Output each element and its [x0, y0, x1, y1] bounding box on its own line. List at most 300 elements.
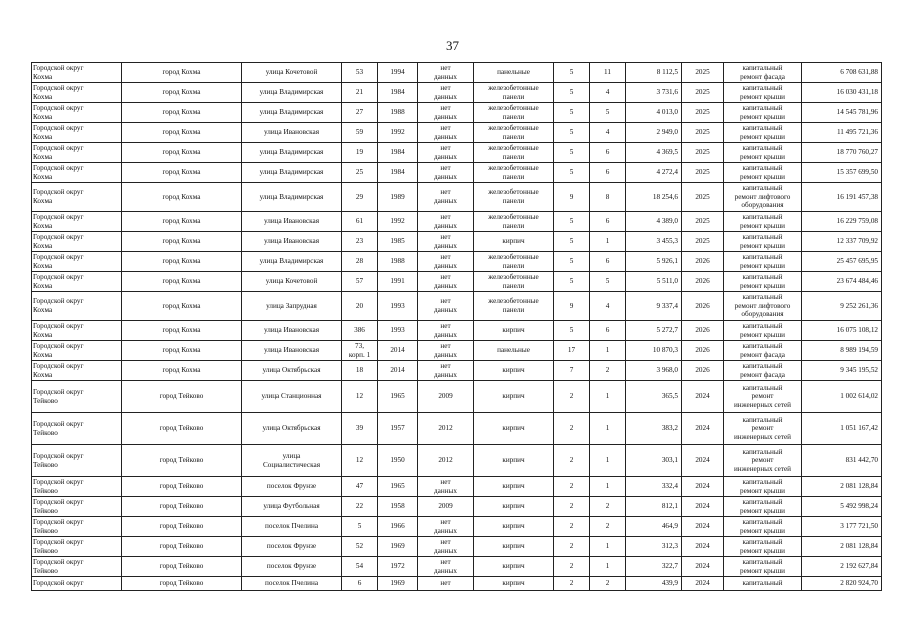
wall-material-cell	[474, 252, 554, 272]
last-repair-year-cell-line: данных	[434, 306, 457, 314]
repair-cost-cell: 6 708 631,88	[802, 63, 882, 83]
repair-type-cell-line: ремонт лифтового	[734, 192, 791, 201]
last-repair-year-cell-line: нет	[440, 212, 451, 221]
wall-material-cell-line: кирпич	[502, 542, 525, 551]
municipal-district-cell-line: Кохма	[33, 132, 53, 141]
last-repair-year-cell-line: нет	[440, 103, 451, 112]
wall-material-cell-line: кирпич	[502, 502, 525, 511]
repair-type-cell	[724, 83, 802, 103]
settlement-cell: город Тейково	[122, 577, 242, 591]
house-number-cell-line: 21	[355, 88, 364, 97]
last-repair-year-cell	[418, 321, 474, 341]
repair-type-cell	[724, 577, 802, 591]
repair-cost-cell: 831 442,70	[802, 445, 882, 477]
total-area-cell: 5 926,1	[626, 252, 682, 272]
municipal-district-cell-line: Кохма	[33, 370, 53, 379]
planned-year-cell: 2024	[682, 497, 724, 517]
last-repair-year-cell-line: 2009	[438, 502, 453, 511]
repair-cost-cell: 2 820 924,70	[802, 577, 882, 591]
table-row	[32, 517, 882, 537]
floors-cell: 2	[554, 577, 590, 591]
wall-material-cell	[474, 341, 554, 361]
street-cell-line: улица Станционная	[261, 392, 322, 401]
municipal-district-cell-line: Кохма	[33, 221, 53, 230]
street-cell-line: поселок Фрунзе	[266, 542, 317, 551]
total-area-cell: 3 968,0	[626, 361, 682, 381]
repair-cost-cell: 16 229 759,08	[802, 212, 882, 232]
repair-cost-cell: 1 051 167,42	[802, 413, 882, 445]
wall-material-cell	[474, 83, 554, 103]
build-year-cell: 1994	[378, 63, 418, 83]
total-area-cell: 365,5	[626, 381, 682, 413]
municipal-district-cell-line: Кохма	[33, 330, 53, 339]
repair-type-cell	[724, 497, 802, 517]
entrances-cell: 4	[590, 292, 626, 321]
total-area-cell: 8 112,5	[626, 63, 682, 83]
repair-cost-cell: 3 177 721,50	[802, 517, 882, 537]
municipal-district-cell-line: Городской округ	[33, 477, 84, 486]
table-row	[32, 341, 882, 361]
municipal-district-cell-line: Тейково	[33, 546, 58, 555]
municipal-district-cell-line: Городской округ	[33, 419, 84, 428]
entrances-cell: 2	[590, 577, 626, 591]
last-repair-year-cell	[418, 143, 474, 163]
planned-year-cell: 2026	[682, 361, 724, 381]
municipal-district-cell	[32, 577, 122, 591]
last-repair-year-cell-line: нет	[440, 321, 451, 330]
street-cell-line: улица Ивановская	[263, 217, 320, 226]
municipal-district-cell-line: Кохма	[33, 306, 53, 314]
entrances-cell: 8	[590, 183, 626, 212]
table-row	[32, 537, 882, 557]
wall-material-cell-line: железобетонные	[488, 188, 539, 197]
floors-cell: 7	[554, 361, 590, 381]
repair-cost-cell: 5 492 998,24	[802, 497, 882, 517]
street-cell-line: поселок Пчелина	[264, 579, 319, 588]
repair-type-cell-line: инженерных сетей	[733, 432, 792, 441]
repair-type-cell-line: капитальный	[742, 383, 783, 392]
municipal-district-cell	[32, 341, 122, 361]
entrances-cell: 11	[590, 63, 626, 83]
house-number-cell	[342, 272, 378, 292]
municipal-district-cell-line: Городской округ	[33, 297, 84, 306]
repair-type-cell-line: ремонт крыши	[739, 486, 785, 495]
planned-year-cell: 2024	[682, 537, 724, 557]
floors-cell: 5	[554, 321, 590, 341]
repair-cost-cell: 16 075 108,12	[802, 321, 882, 341]
repair-cost-cell: 8 989 194,59	[802, 341, 882, 361]
house-number-cell-line: 18	[355, 366, 364, 375]
last-repair-year-cell-line: данных	[434, 261, 457, 270]
street-cell-line: улица Ивановская	[263, 128, 320, 137]
wall-material-cell-line: панели	[502, 172, 525, 181]
house-number-cell	[342, 477, 378, 497]
street-cell	[242, 272, 342, 292]
repair-type-cell-line: ремонт фасада	[740, 350, 785, 359]
entrances-cell: 1	[590, 537, 626, 557]
repair-type-cell-line: инженерных сетей	[733, 464, 792, 473]
wall-material-cell	[474, 517, 554, 537]
repair-type-cell-line: капитальный	[742, 579, 783, 588]
entrances-cell: 5	[590, 103, 626, 123]
last-repair-year-cell-line: данных	[434, 197, 457, 205]
repair-cost-cell: 15 357 699,50	[802, 163, 882, 183]
repair-type-cell-line: капитальный	[742, 447, 783, 456]
wall-material-cell-line: кирпич	[502, 562, 525, 571]
house-number-cell	[342, 232, 378, 252]
wall-material-cell	[474, 577, 554, 591]
house-number-cell	[342, 123, 378, 143]
wall-material-cell	[474, 477, 554, 497]
municipal-district-cell	[32, 123, 122, 143]
wall-material-cell	[474, 63, 554, 83]
settlement-cell: город Тейково	[122, 537, 242, 557]
wall-material-cell-line: железобетонные	[488, 252, 539, 261]
street-cell-line: улица Ивановская	[263, 237, 320, 246]
table-row	[32, 232, 882, 252]
floors-cell: 17	[554, 341, 590, 361]
total-area-cell: 812,1	[626, 497, 682, 517]
settlement-cell: город Тейково	[122, 381, 242, 413]
planned-year-cell: 2025	[682, 163, 724, 183]
house-number-cell	[342, 537, 378, 557]
last-repair-year-cell	[418, 341, 474, 361]
house-number-cell	[342, 103, 378, 123]
last-repair-year-cell-line: данных	[434, 241, 457, 250]
build-year-cell: 1972	[378, 557, 418, 577]
municipal-district-cell-line: Городской округ	[33, 517, 84, 526]
last-repair-year-cell-line: нет	[440, 477, 451, 486]
wall-material-cell	[474, 232, 554, 252]
municipal-district-cell-line: Тейково	[33, 506, 58, 515]
floors-cell: 2	[554, 517, 590, 537]
house-number-cell-line: 27	[355, 108, 364, 117]
planned-year-cell: 2025	[682, 143, 724, 163]
municipal-district-cell-line: Городской округ	[33, 232, 84, 241]
street-cell-line: улица Кочетовой	[265, 277, 318, 286]
floors-cell: 5	[554, 123, 590, 143]
street-cell	[242, 577, 342, 591]
last-repair-year-cell-line: нет	[440, 537, 451, 546]
repair-type-cell-line: ремонт фасада	[740, 370, 785, 379]
municipal-district-cell-line: Кохма	[33, 112, 53, 121]
house-number-cell-line: 20	[355, 301, 364, 310]
municipal-district-cell	[32, 497, 122, 517]
repair-type-cell-line: ремонт крыши	[739, 281, 785, 290]
street-cell	[242, 252, 342, 272]
last-repair-year-cell-line: данных	[434, 172, 457, 181]
last-repair-year-cell	[418, 381, 474, 413]
table-row	[32, 83, 882, 103]
municipal-district-cell-line: Тейково	[33, 486, 58, 495]
repair-cost-cell: 9 345 195,52	[802, 361, 882, 381]
house-number-cell-line: 73,	[355, 341, 364, 350]
settlement-cell: город Тейково	[122, 517, 242, 537]
municipal-district-cell-line: Кохма	[33, 92, 53, 101]
repair-cost-cell: 1 002 614,02	[802, 381, 882, 413]
last-repair-year-cell-line: данных	[434, 566, 457, 575]
settlement-cell: город Кохма	[122, 183, 242, 212]
settlement-cell: город Кохма	[122, 163, 242, 183]
last-repair-year-cell-line: данных	[434, 281, 457, 290]
build-year-cell: 1984	[378, 143, 418, 163]
build-year-cell: 1993	[378, 321, 418, 341]
entrances-cell: 1	[590, 445, 626, 477]
table-row	[32, 321, 882, 341]
floors-cell: 5	[554, 83, 590, 103]
repair-cost-cell: 2 081 128,84	[802, 537, 882, 557]
floors-cell: 5	[554, 232, 590, 252]
municipal-district-cell	[32, 557, 122, 577]
floors-cell: 5	[554, 143, 590, 163]
wall-material-cell-line: кирпич	[502, 456, 525, 465]
settlement-cell: город Кохма	[122, 212, 242, 232]
settlement-cell: город Кохма	[122, 232, 242, 252]
settlement-cell: город Кохма	[122, 103, 242, 123]
entrances-cell: 1	[590, 477, 626, 497]
planned-year-cell: 2025	[682, 83, 724, 103]
table-row	[32, 183, 882, 212]
repair-type-cell-line: капитальный	[742, 293, 783, 302]
repair-type-cell-line: ремонт крыши	[739, 221, 785, 230]
house-number-cell-line: 5	[357, 522, 362, 531]
last-repair-year-cell-line: данных	[434, 112, 457, 121]
repair-type-cell-line: капитальный	[742, 517, 783, 526]
table-row	[32, 557, 882, 577]
street-cell	[242, 103, 342, 123]
planned-year-cell: 2025	[682, 103, 724, 123]
municipal-district-cell-line: Городской округ	[33, 188, 84, 197]
last-repair-year-cell	[418, 103, 474, 123]
last-repair-year-cell-line: данных	[434, 546, 457, 555]
wall-material-cell-line: панельные	[497, 346, 530, 355]
municipal-district-cell	[32, 272, 122, 292]
street-cell-line: улица Владимирская	[259, 168, 324, 177]
municipal-district-cell-line: Кохма	[33, 72, 53, 81]
last-repair-year-cell-line: нет	[440, 83, 451, 92]
municipal-district-cell-line: Городской округ	[33, 557, 84, 566]
municipal-district-cell	[32, 321, 122, 341]
planned-year-cell: 2026	[682, 272, 724, 292]
municipal-district-cell	[32, 183, 122, 212]
last-repair-year-cell-line: данных	[434, 152, 457, 161]
last-repair-year-cell-line: нет	[440, 188, 451, 197]
wall-material-cell-line: панели	[502, 92, 525, 101]
wall-material-cell-line: железобетонные	[488, 83, 539, 92]
repair-type-cell	[724, 361, 802, 381]
build-year-cell: 1958	[378, 497, 418, 517]
settlement-cell: город Кохма	[122, 272, 242, 292]
house-number-cell-line: 39	[355, 424, 364, 433]
last-repair-year-cell	[418, 83, 474, 103]
last-repair-year-cell-line: данных	[434, 350, 457, 359]
build-year-cell: 1985	[378, 232, 418, 252]
build-year-cell: 1950	[378, 445, 418, 477]
municipal-district-cell-line: Городской округ	[33, 341, 84, 350]
entrances-cell: 1	[590, 381, 626, 413]
house-number-cell	[342, 252, 378, 272]
street-cell-line: улица	[282, 451, 301, 460]
street-cell	[242, 413, 342, 445]
repair-type-cell-line: капитальный	[742, 63, 783, 72]
repair-type-cell-line: капитальный	[742, 361, 783, 370]
build-year-cell: 1992	[378, 123, 418, 143]
wall-material-cell	[474, 413, 554, 445]
wall-material-cell-line: панели	[502, 221, 525, 230]
planned-year-cell: 2025	[682, 63, 724, 83]
wall-material-cell-line: железобетонные	[488, 212, 539, 221]
table-row	[32, 272, 882, 292]
repair-type-cell-line: капитальный	[742, 184, 783, 193]
total-area-cell: 332,4	[626, 477, 682, 497]
last-repair-year-cell-line: нет	[440, 163, 451, 172]
floors-cell: 5	[554, 63, 590, 83]
wall-material-cell	[474, 557, 554, 577]
street-cell	[242, 477, 342, 497]
municipal-district-cell-line: Тейково	[33, 460, 58, 469]
repair-type-cell-line: ремонт крыши	[739, 261, 785, 270]
table-row	[32, 63, 882, 83]
house-number-cell-line: 12	[355, 392, 364, 401]
last-repair-year-cell	[418, 272, 474, 292]
repair-type-cell	[724, 381, 802, 413]
wall-material-cell-line: панели	[502, 306, 525, 314]
wall-material-cell-line: панели	[502, 197, 525, 205]
table-row	[32, 413, 882, 445]
last-repair-year-cell-line: данных	[434, 370, 457, 379]
municipal-district-cell-line: Городской округ	[33, 537, 84, 546]
street-cell	[242, 232, 342, 252]
repair-type-cell-line: ремонт	[751, 392, 774, 401]
entrances-cell: 6	[590, 212, 626, 232]
municipal-district-cell-line: Городской округ	[33, 83, 84, 92]
table-row	[32, 163, 882, 183]
wall-material-cell-line: кирпич	[502, 522, 525, 531]
floors-cell: 2	[554, 497, 590, 517]
last-repair-year-cell	[418, 63, 474, 83]
wall-material-cell	[474, 123, 554, 143]
house-number-cell-line: 6	[357, 579, 362, 588]
entrances-cell: 4	[590, 123, 626, 143]
repair-type-cell-line: капитальный	[742, 163, 783, 172]
municipal-district-cell-line: Тейково	[33, 566, 58, 575]
repair-type-cell-line: ремонт	[751, 424, 774, 433]
municipal-district-cell-line: Городской округ	[33, 451, 84, 460]
repair-type-cell	[724, 63, 802, 83]
last-repair-year-cell	[418, 577, 474, 591]
total-area-cell: 4 369,5	[626, 143, 682, 163]
repair-type-cell-line: капитальный	[742, 557, 783, 566]
repair-type-cell-line: капитальный	[742, 232, 783, 241]
total-area-cell: 303,1	[626, 445, 682, 477]
wall-material-cell-line: кирпич	[502, 482, 525, 491]
repair-cost-cell: 18 770 760,27	[802, 143, 882, 163]
last-repair-year-cell	[418, 123, 474, 143]
house-number-cell	[342, 183, 378, 212]
repair-cost-cell: 2 081 128,84	[802, 477, 882, 497]
street-cell-line: улица Октябрьская	[262, 424, 321, 433]
floors-cell: 2	[554, 557, 590, 577]
settlement-cell: город Тейково	[122, 477, 242, 497]
last-repair-year-cell	[418, 183, 474, 212]
house-number-cell-line: 47	[355, 482, 364, 491]
house-number-cell	[342, 341, 378, 361]
street-cell	[242, 517, 342, 537]
municipal-district-cell-line: Городской округ	[33, 63, 84, 72]
wall-material-cell-line: панели	[502, 152, 525, 161]
wall-material-cell-line: панели	[502, 261, 525, 270]
total-area-cell: 312,3	[626, 537, 682, 557]
last-repair-year-cell-line: нет	[440, 341, 451, 350]
last-repair-year-cell	[418, 557, 474, 577]
house-number-cell-line: 386	[354, 326, 365, 335]
table-row	[32, 445, 882, 477]
entrances-cell: 6	[590, 163, 626, 183]
house-number-cell	[342, 163, 378, 183]
municipal-district-cell-line: Городской округ	[33, 361, 84, 370]
repair-type-cell	[724, 321, 802, 341]
total-area-cell: 4 013,0	[626, 103, 682, 123]
table-row	[32, 577, 882, 591]
build-year-cell: 1988	[378, 252, 418, 272]
house-number-cell-line: 53	[355, 68, 364, 77]
street-cell	[242, 361, 342, 381]
settlement-cell: город Кохма	[122, 292, 242, 321]
municipal-district-cell-line: Городской округ	[33, 123, 84, 132]
municipal-district-cell-line: Кохма	[33, 281, 53, 290]
build-year-cell: 2014	[378, 361, 418, 381]
street-cell-line: поселок Пчелина	[264, 522, 319, 531]
last-repair-year-cell-line: нет	[440, 123, 451, 132]
settlement-cell: город Тейково	[122, 445, 242, 477]
last-repair-year-cell-line: нет	[440, 232, 451, 241]
wall-material-cell	[474, 143, 554, 163]
wall-material-cell-line: железобетонные	[488, 103, 539, 112]
build-year-cell: 1984	[378, 163, 418, 183]
floors-cell: 5	[554, 252, 590, 272]
street-cell-line: улица Владимирская	[259, 148, 324, 157]
street-cell	[242, 341, 342, 361]
build-year-cell: 1989	[378, 183, 418, 212]
street-cell	[242, 321, 342, 341]
street-cell-line: улица Владимирская	[259, 257, 324, 266]
street-cell-line: улица Футбольная	[263, 502, 320, 511]
repair-type-cell-line: ремонт крыши	[739, 112, 785, 121]
wall-material-cell	[474, 292, 554, 321]
municipal-district-cell-line: Городской округ	[33, 143, 84, 152]
wall-material-cell-line: кирпич	[502, 579, 525, 588]
municipal-district-cell-line: Городской округ	[33, 252, 84, 261]
entrances-cell: 6	[590, 143, 626, 163]
entrances-cell: 6	[590, 252, 626, 272]
house-number-cell	[342, 143, 378, 163]
repair-type-cell-line: капитальный	[742, 272, 783, 281]
municipal-district-cell	[32, 445, 122, 477]
total-area-cell: 3 455,3	[626, 232, 682, 252]
municipal-district-cell	[32, 517, 122, 537]
planned-year-cell: 2025	[682, 212, 724, 232]
repair-type-cell-line: ремонт крыши	[739, 546, 785, 555]
last-repair-year-cell-line: данных	[434, 72, 457, 81]
repair-type-cell-line: капитальный	[742, 497, 783, 506]
municipal-district-cell-line: Кохма	[33, 261, 53, 270]
repair-cost-cell: 9 252 261,36	[802, 292, 882, 321]
house-number-cell	[342, 381, 378, 413]
street-cell	[242, 381, 342, 413]
settlement-cell: город Тейково	[122, 497, 242, 517]
house-number-cell-line: 19	[355, 148, 364, 157]
municipal-district-cell	[32, 381, 122, 413]
